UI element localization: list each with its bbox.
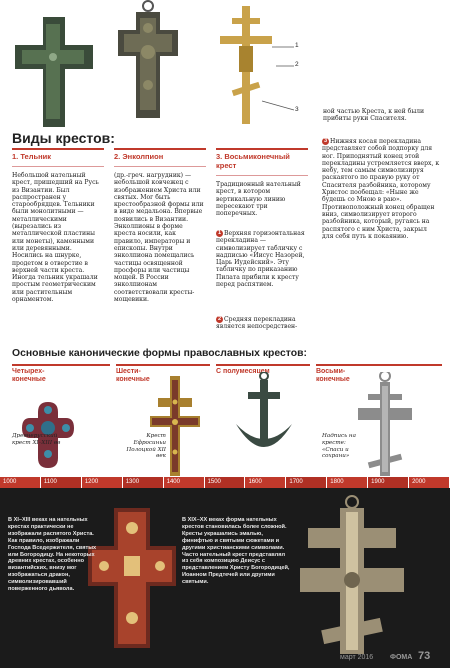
col1-text: Небольшой нательный крест, пришедший на Русь из Византии. Был распространен у старообрядцев. Тельники были монолитными — металлическими (вырезались из металлической пластины или монеты), каменными или деревянными. Носились на шнурке, продетом в отверстие в верхней части креста. Иногда тельник украшали простым геометрическим или растительным орнаментом. [12,172,99,304]
timeline-tick: 2000 [409,477,449,488]
crescent-cross-image [236,372,292,447]
col3-item-1-text: Верхняя горизонтальная перекладина — символизирует табличку с надписью «Иисус Назорей, Царь Иудейский». Эту табличку по приказанию Пилата прибили к кресту перед распятием. [216,230,305,289]
timeline-tick: 1200 [82,477,122,488]
canon2-caption: Крест Ефросиньи Полоцкой XII век [126,433,166,460]
timeline-tick: 1700 [286,477,326,488]
marker-2: 2 [295,61,299,68]
six-point-cross-image [150,376,200,476]
timeline-tick: 1300 [123,477,163,488]
timeline-tick: 1100 [41,477,81,488]
section-title: Виды крестов: [12,130,115,146]
footer-magazine: ФОМА [390,654,413,661]
canon1-head: Четырех- конечные [12,368,46,383]
col3-subrule [216,175,308,176]
canonical-crosses-image [0,372,450,478]
timeline-tick: 1000 [0,477,40,488]
right-col-item-3-text: Нижняя косая перекладина представляет собой подпорку для ног. Приподнятый конец этой перекладины устремляется вверх, к небу, тем самым символизируя раскаятого по правую руку от Спасителя разбойника, которому Христос пообещал: «Ныне же будешь со Мною в раю». Противоположный конец обращен вниз, символизирует второго разбойника, который, ругаясь на распятого с ним Христа, закрыл для себя путь к покаянию. [322,138,440,240]
timeline-tick: 1800 [327,477,367,488]
footer-date: март 2016 [340,654,374,661]
marker-1: 1 [295,42,299,49]
canon1-rule [12,364,110,366]
dark-left-text: В XI–XIII веках на нательных крестах практически не изображали распятого Христа. Как правило, изображали Господа Вседержителя, святых или Богородицу. На некоторых древних крестах, особенно византийских, внизу мог изображаться дракон, символизировавший поверженного дьявола. [8,517,97,593]
eight-point-silver-cross-image [358,372,412,476]
canon2-rule [116,364,210,366]
number-badge-3: 3 [323,138,328,144]
continuation-text: ной частью Креста, к ней были прибиты руки Спасителя. [323,108,425,123]
timeline-tick: 1500 [205,477,245,488]
byzantine-cross-image [88,508,176,648]
col1-head: 1. Тельник [12,152,51,161]
dark-right-text: В XIX–XX веках форма нательных крестов становилась более сложной. Кресты украшались эмалью, финифтью и святыми сюжетами и другими христианскими символами. Часто нательный крест представлял из себя композицию Деисус с представлением Христу Богородицей, Иоанном Предтечей или другими святыми. [182,517,290,586]
col2-rule [114,148,206,150]
col3-item-2 [216,316,310,331]
timeline-tick: 1600 [245,477,285,488]
eight-pointed-cross-image [220,6,294,124]
canon4-caption: Надпись на кресте: «Спаси и сохрани» [322,433,356,460]
canon1-caption: Древнерусский крест XI–XIII вв [12,433,61,446]
col2-subrule [114,166,206,167]
col3-item-1 [216,230,310,288]
canon2-head: Шести- конечные [116,368,150,383]
timeline-tick: 1400 [164,477,204,488]
marker-3: 3 [295,106,299,113]
col3-rule [216,148,308,150]
canon3-rule [216,364,310,366]
canon4-rule [316,364,442,366]
col3-intro: Традиционный нательный крест, в котором вертикальную линию пересекают три поперечных. [216,181,301,218]
tellnik-cross-image [15,17,93,127]
number-badge-1: 1 [217,230,222,236]
col2-text: (др.-греч. нагрудник) — небольшой ковчежец с изображением Христа или святых. Мог быть крестообразной формы или в виде медальона. Впервые появились в Византии. Энколпионы в форме креста носили, как правило, императоры и епископы. Внутри энколпиона помещались частицы освященной просфоры или частицы мощей. В России энколпионам соответствовали кресты-мощевики. [114,172,204,304]
canon4-head: Восьми- конечные [316,368,350,383]
timeline-tick: 1900 [368,477,408,488]
number-badge-2: 2 [217,316,222,322]
col2-head: 2. Энколпион [114,152,164,161]
col3-item-2-text: Средняя перекладина является непосредствен- [216,316,298,331]
right-col-item-3 [322,138,440,240]
footer-page: 73 [418,650,431,662]
encolpion-cross-image [118,1,178,118]
canonical-title: Основные канонические формы православных крестов: [12,348,307,359]
ornate-filigree-cross-image [300,496,404,654]
col1-subrule [12,166,104,167]
col1-rule [12,148,104,150]
canon3-head: С полумесяцем [216,368,270,375]
col3-head: 3. Восьмиконечный крест [216,152,290,170]
